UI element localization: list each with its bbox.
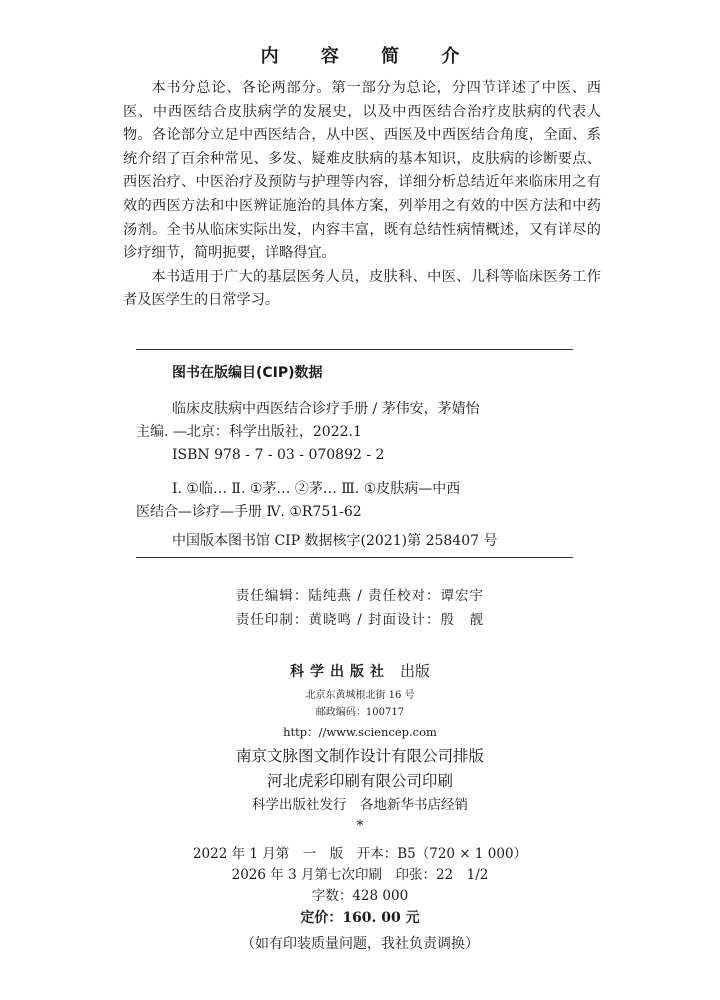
publisher-url: http：//www.sciencep.com [283, 725, 437, 739]
cip-line: ISBN 978 - 7 - 03 - 070892 - 2 [172, 447, 385, 463]
cip-bottom-rule [136, 557, 573, 558]
page-title: 内 容 简 介 [260, 46, 478, 67]
publisher-postcode: 邮政编码：100717 [315, 707, 405, 718]
word-count: 字数：428 000 [311, 888, 409, 904]
cip-heading: 图书在版编目(CIP)数据 [172, 365, 323, 381]
publisher-suffix: 出版 [399, 662, 430, 680]
cip-line: 主编. —北京：科学出版社，2022.1 [136, 424, 362, 440]
publisher-address: 北京东黄城根北街 16 号 [305, 690, 415, 701]
cip-line: 医结合—诊疗—手册 Ⅳ. ①R751-62 [136, 504, 362, 520]
book-specs [0, 844, 720, 907]
publisher-block [0, 660, 720, 816]
edition-line: 2022 年 1 月第 一 版 开本：B5（720 × 1 000） [192, 846, 528, 862]
intro-paragraph: 本书分总论、各论两部分。第一部分为总论，分四节详述了中医、西医、中西医结合皮肤病学的发展史，以及中西医结合治疗皮肤病的代表人物。各论部分立足中西医结合，从中医、西医及中西医结合角度，全面、系统介绍了百余种常见、多发、疑难皮肤病的基本知识，皮肤病的诊断要点、西医治疗、中医治疗及预防与护理等内容，详细分析总结近年来临床用之有效的西医方法和中医辨证施治的具体方案，列举用之有效的中医方法和中药汤剂。全书从临床实际出发，内容丰富，既有总结性病情概述，又有详尽的诊疗细节，简明扼要，详略得宜。 [123, 80, 601, 262]
cip-line: Ⅰ. ①临… Ⅱ. ①茅… ②茅… Ⅲ. ①皮肤病—中西 [172, 481, 461, 497]
printing-line: 2026 年 3 月第七次印刷 印张：22 1/2 [231, 867, 489, 883]
quality-notice: （如有印装质量问题，我社负责调换） [241, 936, 479, 952]
separator-star: * [356, 818, 364, 834]
printer: 河北虎彩印刷有限公司印刷 [266, 772, 453, 790]
publisher-logo: 科学出版社 [289, 664, 390, 680]
editorial-staff [0, 584, 720, 632]
cip-line: 临床皮肤病中西医结合诊疗手册 / 茅伟安，茅婧怡 [172, 401, 480, 417]
staff-line: 责任编辑：陆纯燕 / 责任校对：谭宏宇 [235, 588, 485, 604]
intro-text [123, 77, 601, 313]
cip-top-rule [136, 349, 573, 350]
price: 定价：160. 00 元 [300, 910, 420, 926]
intro-paragraph: 本书适用于广大的基层医务人员，皮肤科、中医、儿科等临床医务工作者及医学生的日常学习。 [123, 268, 601, 309]
typesetter: 南京文脉图文制作设计有限公司排版 [235, 747, 484, 765]
publisher-line [0, 660, 720, 681]
staff-line: 责任印制：黄晓鸣 / 封面设计：殷 靓 [235, 612, 485, 628]
cip-number: 中国版本图书馆 CIP 数据核字(2021)第 258407 号 [172, 533, 498, 549]
cip-record [136, 398, 573, 524]
distribution: 科学出版社发行 各地新华书店经销 [252, 797, 468, 813]
